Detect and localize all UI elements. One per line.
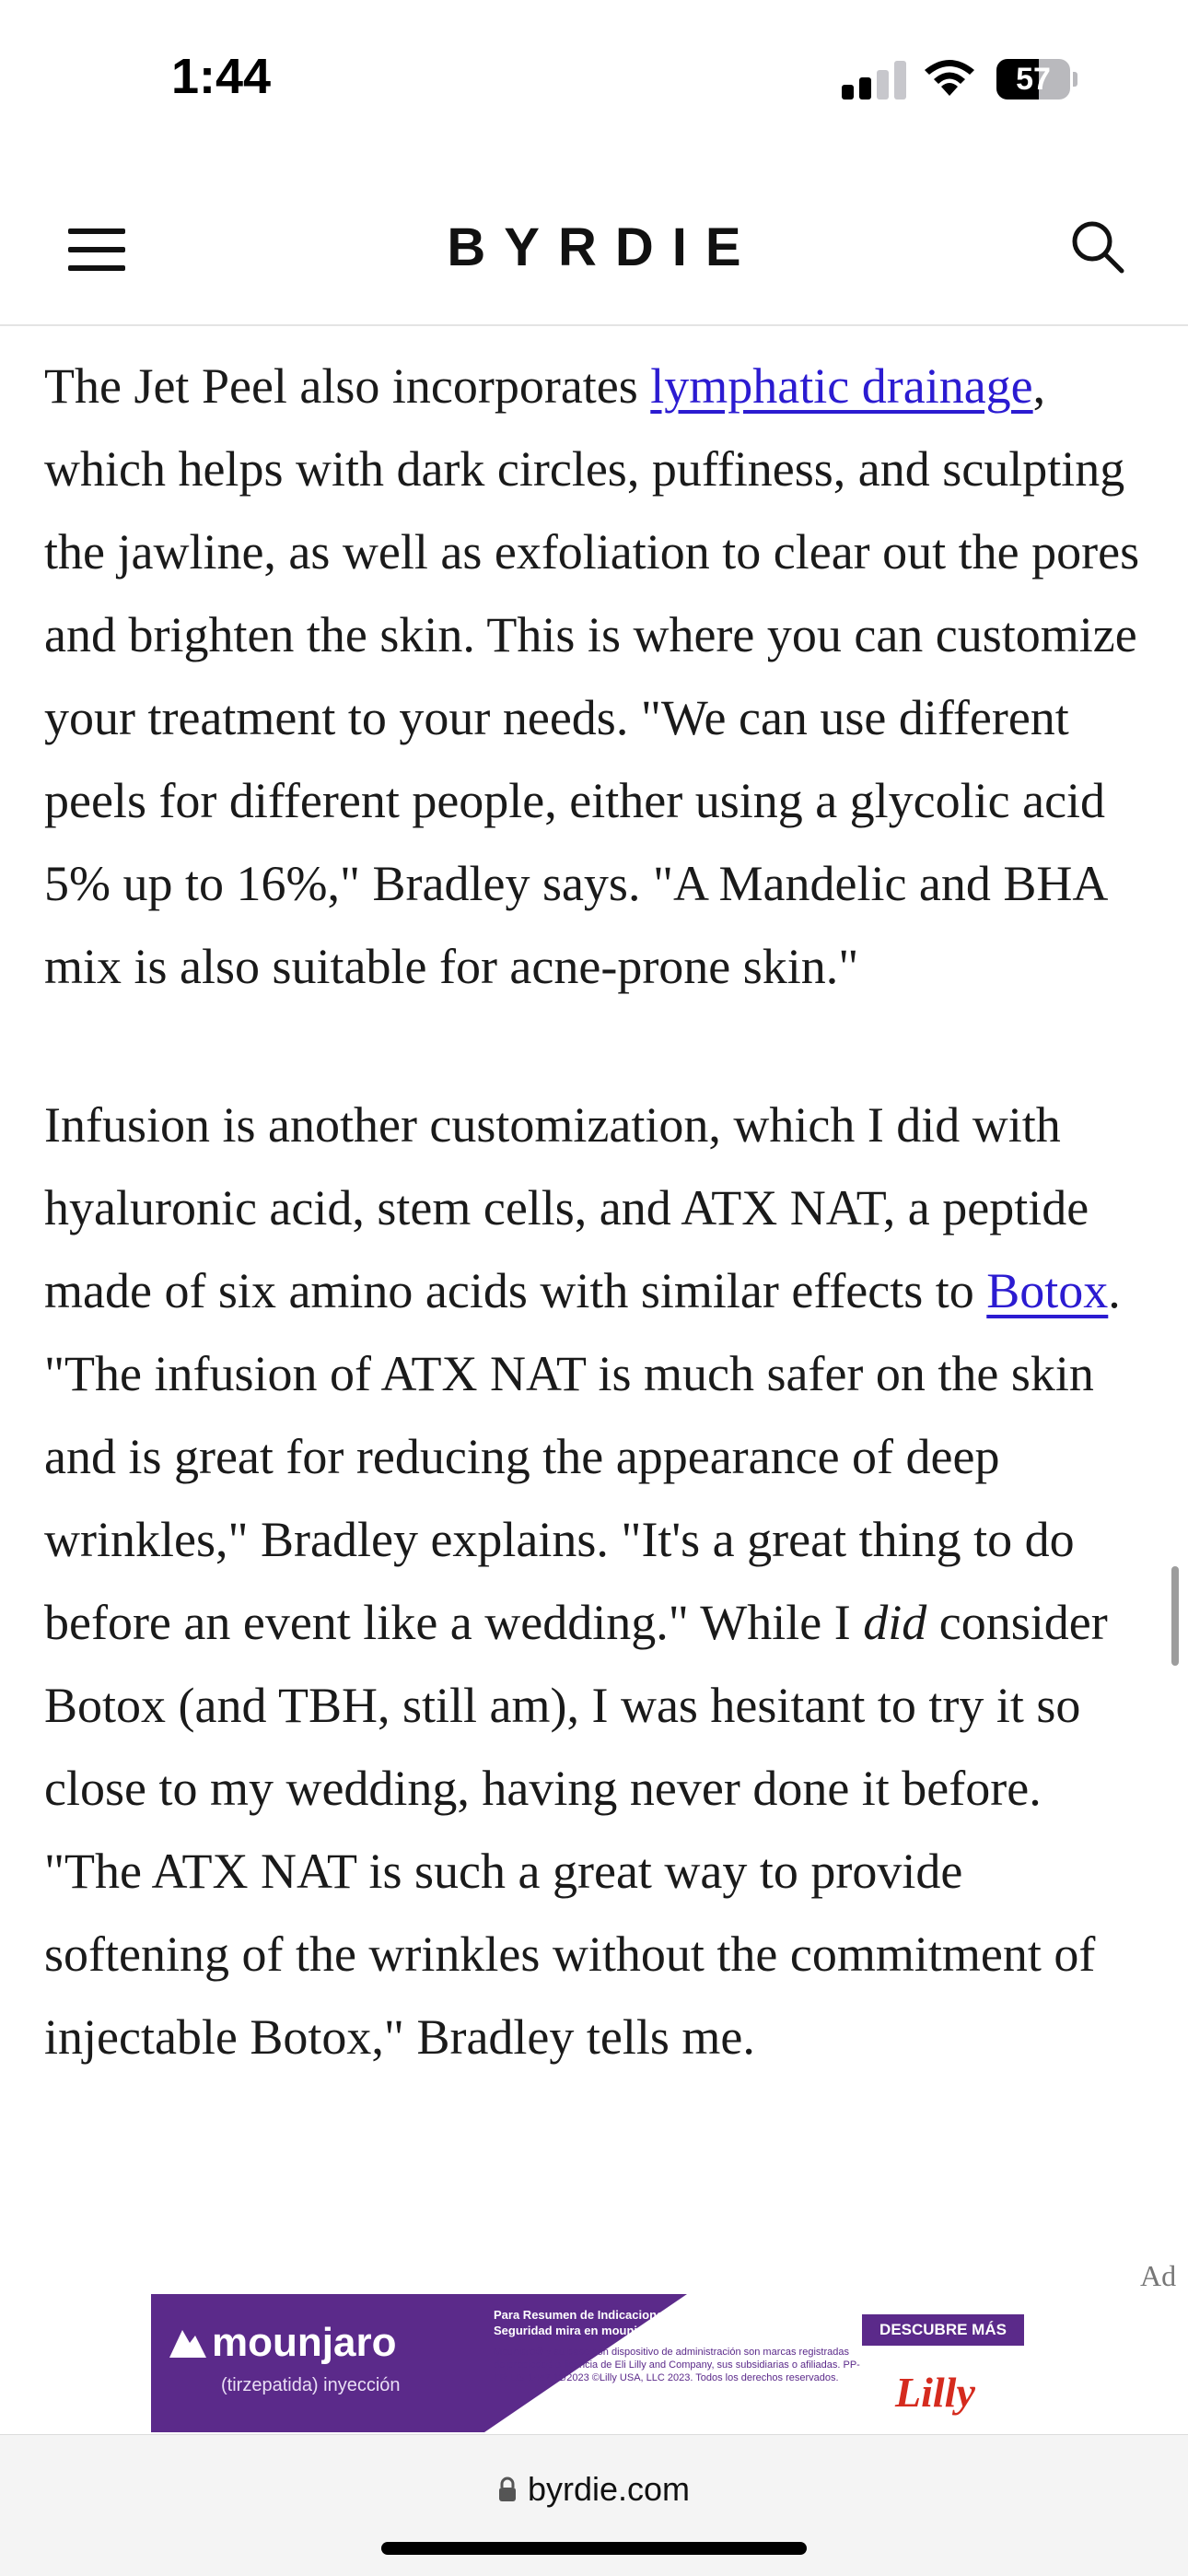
ad-cta-button[interactable]: DESCUBRE MÁS	[862, 2314, 1024, 2346]
paragraph-text: . "The infusion of ATX NAT is much safer on the skin and is great for reducing the appearance of deep wrinkles," Bradley explains. "It's a great thing to do before an event like a wedding." While I	[44, 1263, 1121, 1650]
ad-brand-subtitle: (tirzepatida) inyección	[221, 2375, 401, 2395]
ad-label: Ad	[1140, 2259, 1177, 2292]
paragraph-text: consider Botox (and TBH, still am), I was hesitant to try it so close to my wedding, having never done it before. "The ATX NAT is such a great way to provide softening of the wrinkles without the commitment of injectable Botox," Bradley tells me.	[44, 1595, 1108, 2065]
emphasis-text: did	[863, 1595, 927, 1650]
lock-icon	[498, 2476, 517, 2502]
status-time: 1:44	[171, 49, 272, 104]
cellular-signal-icon	[842, 61, 906, 100]
paragraph-text: The Jet Peel also incorporates	[44, 358, 651, 414]
url-text: byrdie.com	[527, 2470, 691, 2508]
page-scrollbar[interactable]	[1171, 1566, 1179, 1666]
site-logo[interactable]: BYRDIE	[447, 217, 760, 277]
ad-headline: Para Resumen de Indicaciones y Seguridad mira en mounjaro.com/riesgo.	[494, 2308, 727, 2337]
ad-brand-text: mounjaro	[212, 2320, 397, 2365]
ad-copy	[494, 2307, 860, 2384]
wifi-icon	[921, 55, 978, 100]
browser-bottom-bar	[0, 2434, 1188, 2576]
status-bar	[0, 0, 1188, 157]
search-icon[interactable]	[1068, 217, 1127, 276]
article-paragraph	[44, 1083, 1149, 2078]
ad-brand-name	[169, 2320, 396, 2366]
ad-banner[interactable]	[151, 2294, 1024, 2432]
lilly-logo: Lilly	[895, 2369, 975, 2416]
ad-fine-print: Mounjaro® y su base con dispositivo de administración son marcas registradas de propiedad o licencia de Eli Lilly and Company, sus subsidiarias o afiliadas. PP-TR-US-1447 11/2023 ©Lilly USA, LLC 2023. Todos los derechos reservados.	[494, 2347, 860, 2383]
botox-link[interactable]: Botox	[986, 1263, 1109, 1318]
battery-icon	[996, 59, 1077, 100]
lymphatic-drainage-link[interactable]: lymphatic drainage	[650, 358, 1033, 414]
paragraph-text: Infusion is another customization, which I did with hyaluronic acid, stem cells, and ATX NAT, a peptide made of six amino acids with similar effects to	[44, 1097, 1089, 1318]
article-body	[44, 345, 1149, 2154]
battery-level: 57	[1016, 62, 1051, 97]
hamburger-menu-icon[interactable]	[68, 221, 129, 276]
mounjaro-logo-icon	[169, 2326, 206, 2358]
paragraph-text: , which helps with dark circles, puffiness, and sculpting the jawline, as well as exfoliation to clear out the pores and brighten the skin. This is where you can customize your treatment to your needs. "We can use different peels for different people, either using a glycolic acid 5% up to 16%," Bradley says. "A Mandelic and BHA mix is also suitable for acne-prone skin."	[44, 358, 1140, 994]
address-bar[interactable]	[0, 2470, 1188, 2509]
article-paragraph	[44, 345, 1149, 1008]
site-header	[0, 193, 1188, 326]
home-indicator[interactable]	[381, 2542, 807, 2555]
